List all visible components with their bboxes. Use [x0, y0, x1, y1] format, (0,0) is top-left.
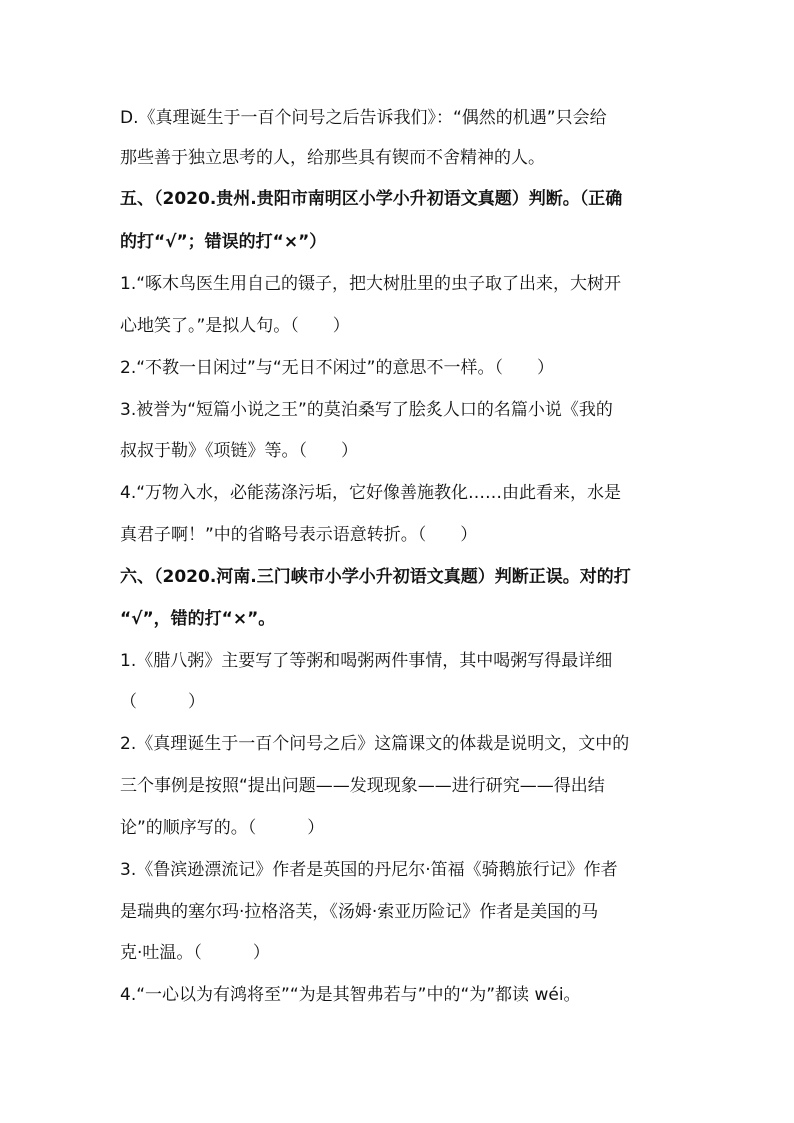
section-heading: 五、（2020.贵州.贵阳市南明区小学小升初语文真题）判断。（正确	[120, 189, 623, 209]
text-line: 4.“一心以为有鸿将至”“为是其智弗若与”中的“为”都读 wéi。	[120, 985, 581, 1005]
section-heading: 六、（2020.河南.三门峡市小学小升初语文真题）判断正误。对的打	[120, 567, 631, 587]
text-line: 克·吐温。（ ）	[120, 943, 270, 963]
text-line: 1.《腊八粥》主要写了等粥和喝粥两件事情，其中喝粥写得最详细	[120, 651, 613, 671]
text-line: 论”的顺序写的。（ ）	[120, 818, 325, 838]
text-line: （ ）	[120, 692, 205, 712]
text-line: 心地笑了。”是拟人句。（ ）	[120, 316, 350, 336]
section-heading: “√”，错的打“×”。	[120, 609, 276, 629]
text-line: D.《真理诞生于一百个问号之后告诉我们》：“偶然的机遇”只会给	[120, 108, 607, 128]
text-line: 那些善于独立思考的人，给那些具有锲而不舍精神的人。	[120, 148, 545, 168]
text-line: 3.被誉为“短篇小说之王”的莫泊桑写了脍炙人口的名篇小说《我的	[120, 400, 613, 420]
text-line: 3.《鲁滨逊漂流记》作者是英国的丹尼尔·笛福《骑鹅旅行记》作者	[120, 860, 618, 880]
text-line: 叔叔于勒》《项链》等。（ ）	[120, 441, 358, 461]
text-line: 是瑞典的塞尔玛·拉格洛芙，《汤姆·索亚历险记》作者是美国的马	[120, 902, 599, 922]
section-heading: 的打“√”；错误的打“×”）	[120, 232, 327, 252]
text-line: 2.《真理诞生于一百个问号之后》这篇课文的体裁是说明文，文中的	[120, 734, 630, 754]
text-line: 三个事例是按照“提出问题——发现现象——进行研究——得出结	[120, 776, 605, 796]
text-line: 2.“不教一日闲过”与“无日不闲过”的意思不一样。（ ）	[120, 358, 554, 378]
text-line: 1.“啄木鸟医生用自己的镊子，把大树肚里的虫子取了出来，大树开	[120, 274, 622, 294]
text-line: 真君子啊！”中的省略号表示语意转折。（ ）	[120, 525, 478, 545]
text-line: 4.“万物入水，必能荡涤污垢，它好像善施教化……由此看来，水是	[120, 483, 622, 503]
